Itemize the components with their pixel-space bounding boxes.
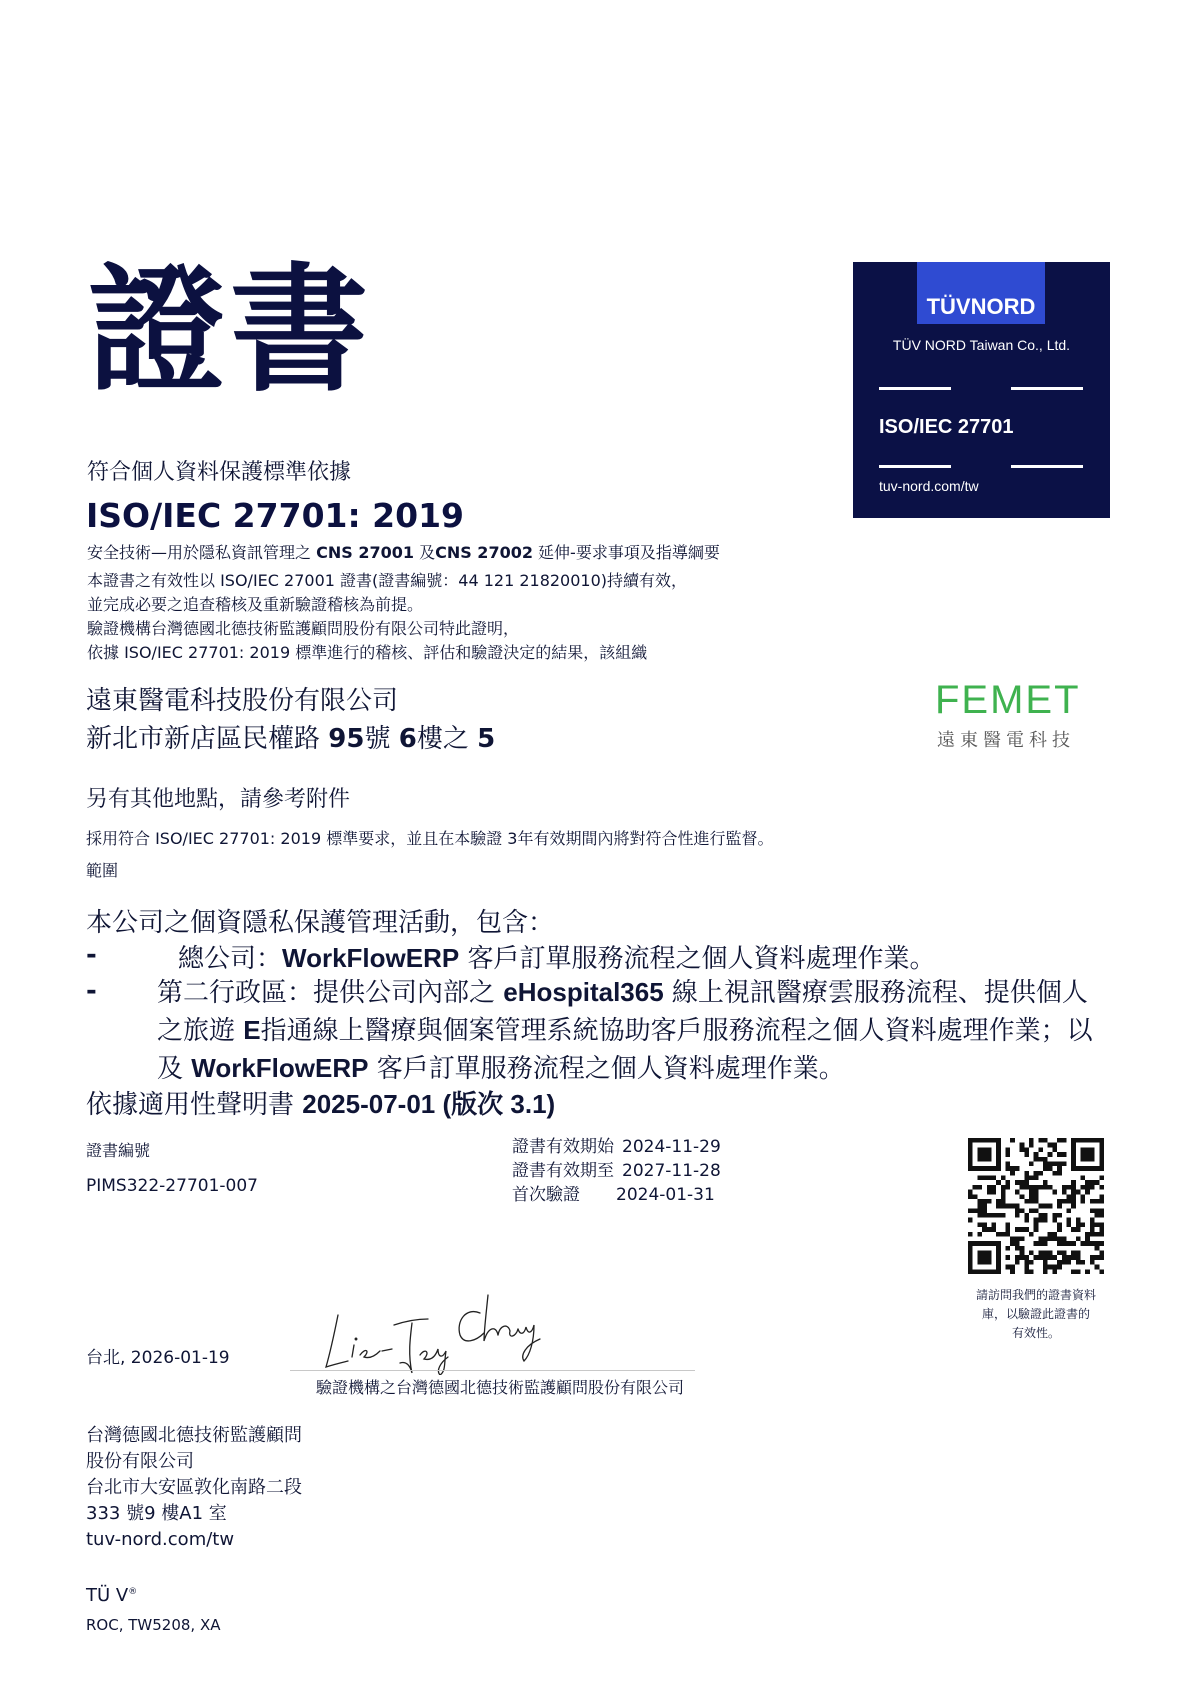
office-line-4: 333 號9 樓A1 室	[86, 1503, 227, 1524]
certificate-subtitle: 符合個人資料保護標準依據	[87, 460, 352, 485]
tuv-nord-logo	[917, 294, 1045, 320]
address-number: 6	[398, 724, 417, 754]
adoption-statement: 採用符合 ISO/IEC 27701: 2019 標準要求，並且在本驗證 3年有效期間內將對符合性進行監督。	[86, 829, 774, 848]
valid-from-label: 證書有效期始	[512, 1137, 614, 1157]
address-number: 95	[328, 724, 365, 754]
scope-text: 客戶訂單服務流程之個人資料處理作業。	[368, 1054, 845, 1084]
scope-label: 範圍	[86, 861, 119, 880]
signature-caption: 驗證機構之台灣德國北德技術監護顧問股份有限公司	[315, 1378, 684, 1397]
organization-address	[86, 718, 495, 755]
intro-line-2: 本證書之有效性以 ISO/IEC 27001 證書(證書編號：44 121 21820010)持續有效，	[87, 571, 688, 590]
certificate-number-label: 證書編號	[86, 1141, 151, 1160]
address-text: 號	[364, 724, 399, 754]
certificate-title: 證書	[88, 250, 373, 411]
bullet-dash: -	[86, 976, 97, 1006]
organization-name: 遠東醫電科技股份有限公司	[86, 686, 399, 716]
issuer-office-address	[86, 1423, 302, 1553]
femet-logo-word: FEMET	[935, 678, 1081, 722]
tuv-nord-logo-text: TÜVNORD	[926, 294, 1036, 319]
valid-to-label: 證書有效期至	[512, 1161, 614, 1181]
badge-divider	[879, 387, 951, 390]
badge-company-name: TÜV NORD Taiwan Co., Ltd.	[892, 337, 1071, 353]
qr-verification-note	[962, 1286, 1110, 1343]
femet-company-logo	[935, 678, 1095, 750]
femet-logo-chinese: 遠東醫電科技	[937, 730, 1075, 751]
scope-text: 指通線上醫療與個案管理系統協助客戶服務流程之個人資料處理作業；以及	[157, 1016, 1093, 1084]
bullet-dash: -	[86, 940, 97, 970]
scope-system-name: E	[243, 1015, 261, 1045]
intro-text: 延伸-要求事項及指導綱要	[532, 543, 720, 562]
scope-system-name: WorkFlowERP	[191, 1053, 369, 1083]
first-certification-date: 2024-01-31	[616, 1185, 715, 1205]
scope-item-1	[178, 938, 935, 975]
badge-standard: ISO/IEC 27701	[879, 416, 1014, 438]
signature-line	[290, 1370, 695, 1371]
accreditation-code: ROC, TW5208, XA	[86, 1616, 221, 1634]
qr-note-line: 庫，以驗證此證書的	[981, 1307, 1090, 1321]
intro-cns-27002: CNS 27002	[435, 543, 533, 562]
scope-text: 線上視訊醫療雲服務流程、提供個人之旅遊	[157, 978, 1088, 1046]
first-certification-label: 首次驗證	[512, 1185, 580, 1205]
place-and-date: 台北, 2026-01-19	[86, 1348, 230, 1368]
tuv-mark-text: TÜ V	[86, 1585, 129, 1606]
address-text: 樓之	[416, 724, 478, 754]
verification-qr-code-icon[interactable]	[968, 1138, 1104, 1274]
intro-text: 及	[413, 543, 436, 562]
qr-note-line: 有效性。	[1011, 1326, 1060, 1340]
soa-text: 依據適用性聲明書	[86, 1090, 303, 1120]
handwritten-signature	[320, 1285, 570, 1375]
scope-item-2	[157, 974, 1107, 1088]
scope-text: 客戶訂單服務流程之個人資料處理作業。	[459, 944, 936, 974]
office-line-2: 股份有限公司	[86, 1451, 194, 1472]
intro-line-1	[87, 541, 720, 565]
address-text: 新北市新店區民權路	[86, 724, 329, 754]
intro-line-4: 驗證機構台灣德國北德技術監護顧問股份有限公司特此證明，	[87, 619, 520, 638]
valid-from-date: 2024-11-29	[622, 1137, 721, 1157]
registered-mark: ®	[128, 1587, 138, 1597]
intro-text: 安全技術—用於隱私資訊管理之	[87, 543, 317, 562]
scope-text: 第二行政區：提供公司內部之	[157, 978, 504, 1008]
tuv-trademark	[86, 1585, 137, 1606]
validity-block	[512, 1135, 721, 1207]
other-sites-note: 另有其他地點，請參考附件	[86, 787, 351, 812]
scope-heading: 本公司之個資隱私保護管理活動，包含：	[86, 908, 555, 938]
qr-note-line: 請訪問我們的證書資料	[975, 1288, 1096, 1302]
valid-to-date: 2027-11-28	[622, 1161, 721, 1181]
office-website: tuv-nord.com/tw	[86, 1529, 235, 1550]
soa-version: 3.1)	[503, 1089, 556, 1119]
soa-date: 2025-07-01 (	[302, 1089, 452, 1119]
scope-system-name: WorkFlowERP	[282, 943, 460, 973]
intro-line-5: 依據 ISO/IEC 27701: 2019 標準進行的稽核、評估和驗證決定的結果，該組織	[87, 643, 648, 662]
badge-divider	[1011, 387, 1083, 390]
badge-url: tuv-nord.com/tw	[879, 478, 979, 494]
scope-system-name: eHospital365	[503, 977, 664, 1007]
statement-of-applicability	[86, 1084, 555, 1121]
intro-line-3: 並完成必要之追查稽核及重新驗證稽核為前提。	[87, 595, 424, 614]
certificate-number: PIMS322-27701-007	[86, 1176, 258, 1196]
soa-version-label: 版次	[451, 1090, 504, 1120]
office-line-1: 台灣德國北德技術監護顧問	[86, 1425, 302, 1446]
address-number: 5	[477, 724, 496, 754]
tuv-nord-certification-badge	[853, 262, 1110, 518]
scope-text: 總公司：	[178, 944, 283, 974]
badge-divider	[879, 465, 951, 468]
standard-heading: ISO/IEC 27701: 2019	[86, 496, 465, 535]
office-line-3: 台北市大安區敦化南路二段	[86, 1477, 302, 1498]
badge-divider	[1011, 465, 1083, 468]
intro-cns-27001: CNS 27001	[316, 543, 414, 562]
